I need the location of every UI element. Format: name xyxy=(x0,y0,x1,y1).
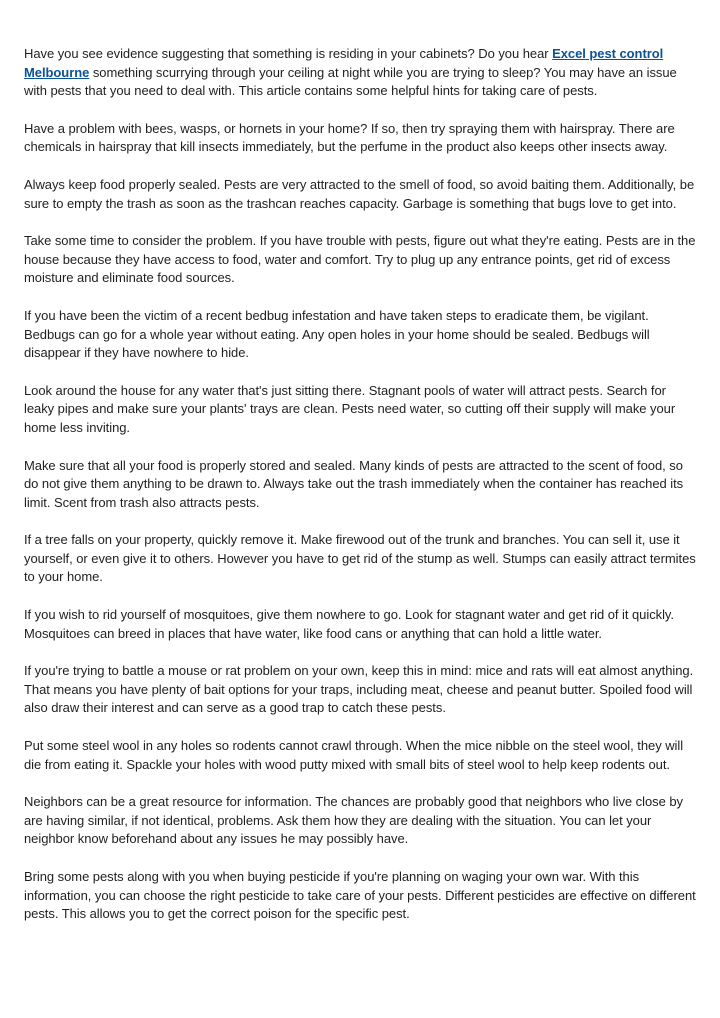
paragraph-mice-rats: If you're trying to battle a mouse or rat problem on your own, keep this in mind: mice and rats will eat almost anything. That means you have plenty of bait options for your traps, including meat, cheese and peanut butter. Spoiled food will also draw their interest and can serve as a good trap to catch these pests. xyxy=(24,663,694,716)
article-body xyxy=(24,45,696,943)
paragraph-food-storage: Make sure that all your food is properly stored and sealed. Many kinds of pests are attracted to the scent of food, so do not give them anything to be drawn to. Always take out the trash immediately when the container has reached its limit. Scent from trash also attracts pests. xyxy=(24,457,684,510)
paragraph-intro-text-before: Have you see evidence suggesting that something is residing in your cabinets? Do you hear xyxy=(24,46,553,61)
paragraph-food-sealed: Always keep food properly sealed. Pests are very attracted to the smell of food, so avoid baiting them. Additionally, be sure to empty the trash as soon as the trashcan reaches capacity. Garbage is something that bugs love to get into. xyxy=(24,176,695,211)
paragraph-mosquitoes: If you wish to rid yourself of mosquitoes, give them nowhere to go. Look for stagnant water and get rid of it quickly. Mosquitoes can breed in places that have water, like food cans or anything that can hold a little water. xyxy=(24,607,674,641)
paragraph-steel-wool: Put some steel wool in any holes so rodents cannot crawl through. When the mice nibble on the steel wool, they will die from eating it. Spackle your holes with wood putty mixed with small bits of steel wool to help keep rodents out. xyxy=(24,738,684,772)
paragraph-bedbugs: If you have been the victim of a recent bedbug infestation and have taken steps to eradicate them, be vigilant. Bedbugs can go for a whole year without eating. Any open holes in your home should be sealed. Bedbugs will disappear if they have nowhere to hide. xyxy=(24,307,650,361)
paragraph-neighbors: Neighbors can be a great resource for information. The chances are probably good that neighbors who live close by are having similar, if not identical, problems. Ask them how they are dealing with the situation. You can let your neighbor know beforehand about any issues he may possibly have. xyxy=(24,794,683,847)
paragraph-consider-problem: Take some time to consider the problem. If you have trouble with pests, figure out what they're eating. Pests are in the house because they have access to food, water and comfort. Try to plug up any entrance points, get rid of excess moisture and eliminate food sources. xyxy=(24,233,696,286)
paragraph-intro-text-after: something scurrying through your ceiling at night while you are trying to sleep? You may have an issue with pests that you need to deal with. This article contains some helpful hints for taking care of pests. xyxy=(24,64,677,99)
paragraph-bees-wasps: Have a problem with bees, wasps, or hornets in your home? If so, then try spraying them with hairspray. There are chemicals in hairspray that kill insects immediately, but the perfume in the product also keeps other insects away. xyxy=(24,120,675,155)
paragraph-pesticide: Bring some pests along with you when buying pesticide if you're planning on waging your own war. With this information, you can choose the right pesticide to take care of your pests. Different pesticides are effective on different pests. This allows you to get the correct poison for the specific pest. xyxy=(24,869,696,922)
paragraph-standing-water: Look around the house for any water that's just sitting there. Stagnant pools of water will attract pests. Search for leaky pipes and make sure your plants' trays are clean. Pests need water, so cutting off their supply will make your home less inviting. xyxy=(24,382,676,435)
excel-pest-control-link[interactable]: Excel pest control Melbourne xyxy=(24,46,664,80)
paragraph-fallen-tree: If a tree falls on your property, quickly remove it. Make firewood out of the trunk and branches. You can sell it, use it yourself, or even give it to others. However you have to get rid of the stump as well. Stumps can easily attract termites to your home. xyxy=(24,532,696,585)
paragraph-intro xyxy=(24,45,696,101)
